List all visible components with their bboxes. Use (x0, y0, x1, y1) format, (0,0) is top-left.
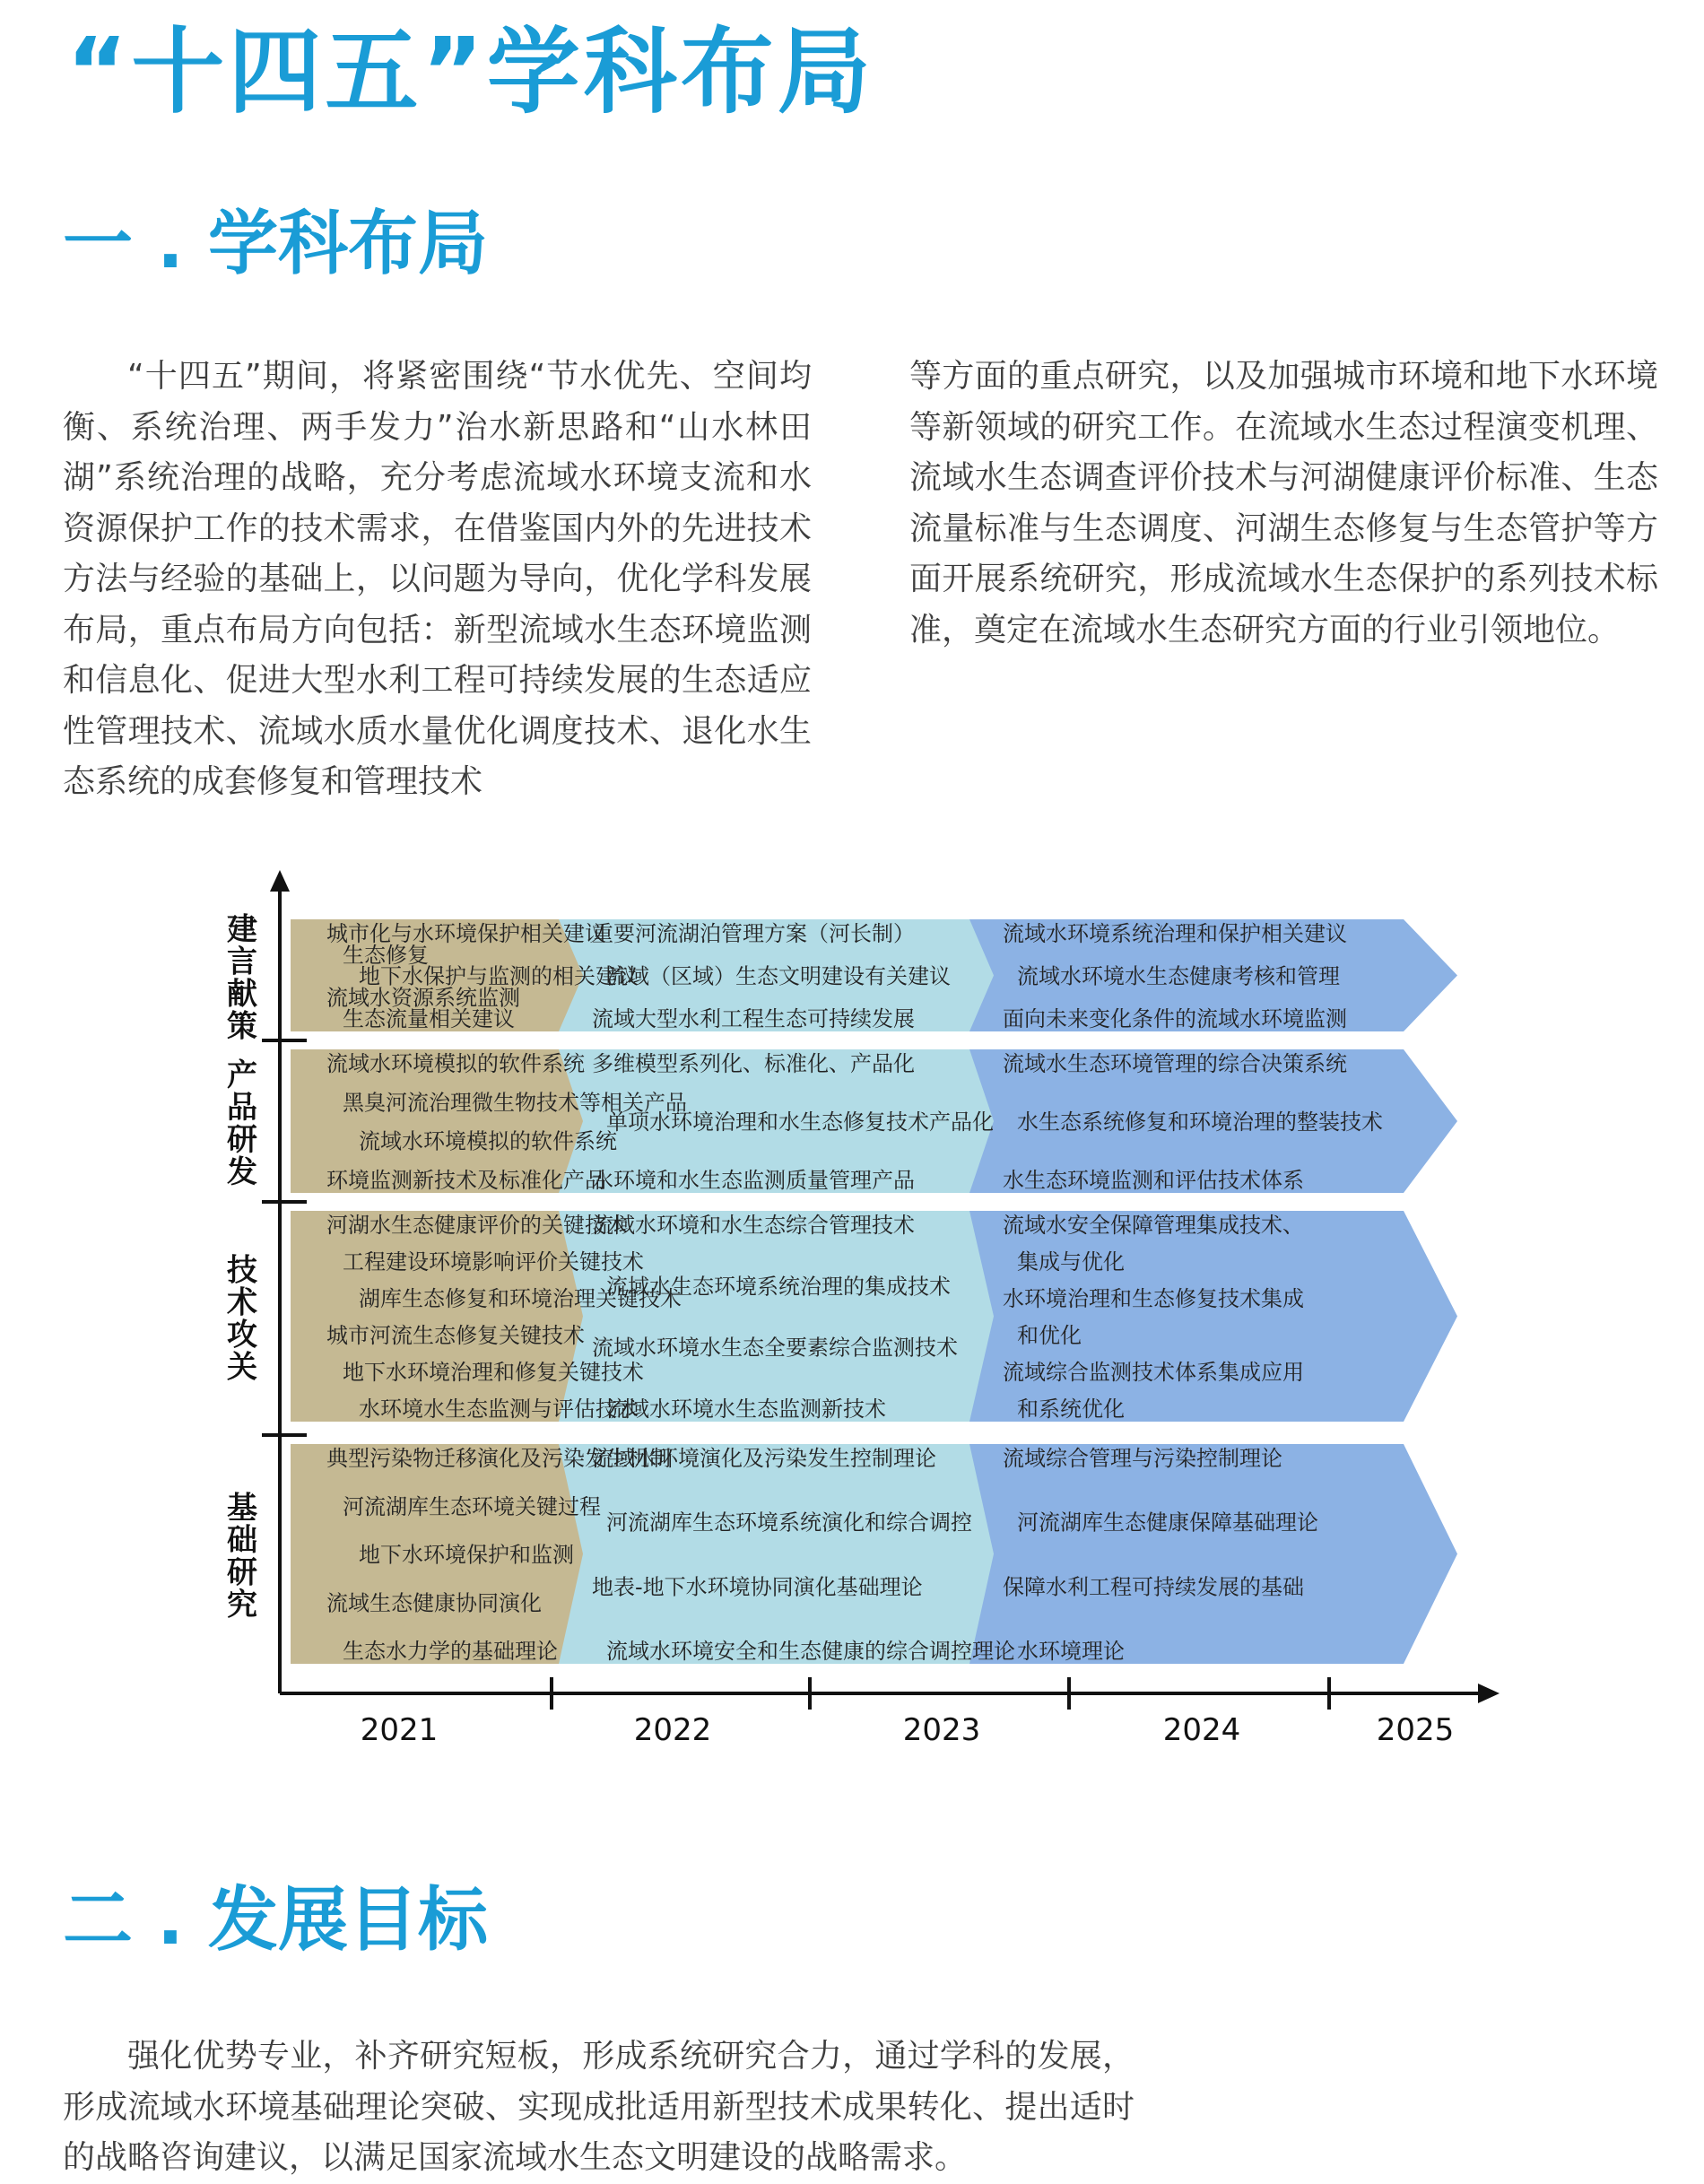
y-axis-arrowhead (270, 870, 290, 892)
diagram-item: 流域水环境安全和生态健康的综合调控理论 (606, 1639, 1015, 1664)
row-label-char: 术 (227, 1284, 257, 1321)
diagram-item: 流域综合管理与污染控制理论 (1003, 1446, 1282, 1471)
chevron-row4-stage-3 (940, 1444, 1457, 1664)
row-label-char: 基 (227, 1490, 257, 1527)
diagram-item: 流域水环境演化及污染发生控制理论 (592, 1446, 936, 1471)
chevron-row3-stage-1 (291, 1211, 583, 1422)
diagram-item: 城市河流生态修复关键技术 (326, 1323, 585, 1348)
diagram-item: 流域水环境模拟的软件系统 (326, 1051, 585, 1076)
row-label-char: 础 (227, 1522, 257, 1559)
diagram-item: 水生态系统修复和环境治理的整装技术 (1017, 1109, 1383, 1135)
diagram-item: 生态修复 (343, 942, 429, 968)
diagram-item: 集成与优化 (1017, 1249, 1125, 1275)
diagram-item: 地下水环境治理和修复关键技术 (343, 1360, 644, 1385)
diagram-item: 流域水资源系统监测 (326, 985, 520, 1011)
layout-paragraph-left: “十四五”期间，将紧密围绕“节水优先、空间均衡、系统治理、两手发力”治水新思路和“山水林田湖”系统治理的战略，充分考虑流域水环境支流和水资源保护工作的技术需求，在借鉴国内外的先进技术方法与经验的基础上，以问题为导向，优化学科发展布局，重点布局方向包括：新型流域水生态环境监测和信息化、促进大型水利工程可持续发展的生态适应性管理技术、流域水质水量优化调度技术、退化水生态系统的成套修复和管理技术 (63, 358, 812, 800)
row-label-char: 攻 (227, 1317, 257, 1353)
diagram-item: 保障水利工程可持续发展的基础 (1003, 1574, 1304, 1600)
x-axis-arrowhead (1478, 1684, 1500, 1703)
diagram-item: 流域水环境系统治理和保护相关建议 (1003, 921, 1347, 946)
diagram-item: 城市化与水环境保护相关建议 (326, 921, 606, 946)
diagram-item: 流域水环境模拟的软件系统 (359, 1128, 617, 1154)
discipline-layout-diagram (197, 861, 1507, 1758)
diagram-item: 水环境理论 (1017, 1639, 1125, 1664)
diagram-item: 流域水环境和水生态综合管理技术 (592, 1213, 915, 1238)
diagram-item: 流域大型水利工程生态可持续发展 (592, 1006, 915, 1031)
diagram-item: 黑臭河流治理微生物技术等相关产品 (343, 1090, 687, 1116)
diagram-item: 和系统优化 (1017, 1397, 1125, 1422)
row-label-char: 品 (227, 1090, 257, 1126)
row-label-char: 技 (227, 1252, 257, 1289)
section-heading-layout: 一 . 学科布局 (63, 204, 488, 284)
section-heading-goals: 二 . 发展目标 (63, 1880, 488, 1961)
diagram-item: 流域（区域）生态文明建设有关建议 (606, 963, 951, 989)
diagram-item: 单项水环境治理和水生态修复技术产品化 (606, 1109, 994, 1135)
diagram-item: 和优化 (1017, 1323, 1082, 1348)
diagram-item: 流域水生态环境系统治理的集成技术 (606, 1274, 951, 1300)
row-label-char: 研 (227, 1122, 257, 1158)
diagram-item: 河流湖库生态环境关键过程 (343, 1493, 601, 1519)
diagram-item: 河流湖库生态健康保障基础理论 (1017, 1510, 1318, 1536)
chevron-row3-stage-3 (940, 1211, 1457, 1422)
goals-paragraph: 强化优势专业，补齐研究短板，形成系统研究合力，通过学科的发展，形成流域水环境基础理论突破、实现成批适用新型技术成果转化、提出适时的战略咨询建议，以满足国家流域水生态文明建设的战略需求。 (63, 2038, 1135, 2176)
diagram-item: 流域水环境水生态健康考核和管理 (1017, 963, 1340, 989)
diagram-item: 水环境治理和生态修复技术集成 (1003, 1286, 1304, 1311)
row-label-char: 关 (227, 1349, 257, 1386)
row-label-char: 研 (227, 1554, 257, 1591)
chevron-row3-stage-2 (529, 1211, 994, 1422)
diagram-item: 生态流量相关建议 (343, 1006, 515, 1031)
row-label-char: 建 (227, 911, 257, 948)
diagram-item: 典型污染物迁移演化及污染发生机制 (326, 1446, 671, 1471)
diagram-item: 水生态环境监测和评估技术体系 (1003, 1168, 1304, 1193)
row-label-char: 策 (227, 1008, 257, 1045)
diagram-item: 地下水环境保护和监测 (359, 1542, 574, 1568)
diagram-item: 环境监测新技术及标准化产品 (326, 1168, 606, 1193)
diagram-item: 流域综合监测技术体系集成应用 (1003, 1360, 1304, 1385)
row-label-2 (227, 1057, 257, 1190)
diagram-item: 生态水力学的基础理论 (343, 1639, 558, 1664)
x-axis-year-label: 2023 (902, 1712, 981, 1748)
diagram-item: 河湖水生态健康评价的关键技术 (326, 1213, 628, 1238)
row-label-3 (227, 1253, 257, 1386)
diagram-item: 地下水保护与监测的相关建议 (359, 963, 639, 989)
x-axis-year-label: 2021 (360, 1712, 439, 1748)
diagram-item: 重要河流湖泊管理方案（河长制） (592, 921, 915, 946)
layout-paragraph-right: 等方面的重点研究，以及加强城市环境和地下水环境等新领域的研究工作。在流域水生态过程演变机理、流域水生态调查评价技术与河湖健康评价标准、生态流量标准与生态调度、河湖生态修复与生态管护等方面开展系统研究，形成流域水生态保护的系列技术标准，奠定在流域水生态研究方面的行业引领地位。 (909, 358, 1658, 648)
diagram-item: 湖库生态修复和环境治理关键技术 (359, 1286, 682, 1311)
row-label-char: 言 (227, 944, 257, 980)
diagram-item: 水环境和水生态监测质量管理产品 (592, 1168, 915, 1193)
x-axis-year-label: 2025 (1376, 1712, 1455, 1748)
row-label-char: 产 (227, 1057, 257, 1093)
x-axis-year-label: 2024 (1162, 1712, 1241, 1748)
row-label-char: 究 (227, 1587, 257, 1623)
row-label-4 (227, 1491, 257, 1623)
chevron-row4-stage-2 (529, 1444, 994, 1664)
diagram-item: 工程建设环境影响评价关键技术 (343, 1249, 644, 1275)
diagram-item: 面向未来变化条件的流域水环境监测 (1003, 1006, 1347, 1031)
diagram-item: 河流湖库生态环境系统演化和综合调控 (606, 1510, 972, 1536)
diagram-item: 水环境水生态监测与评估技术 (359, 1397, 639, 1422)
diagram-item: 多维模型系列化、标准化、产品化 (592, 1051, 915, 1076)
row-label-char: 发 (227, 1154, 257, 1190)
page-title: “十四五”学科布局 (66, 17, 874, 126)
row-label-char: 献 (227, 976, 257, 1013)
diagram-item: 地表-地下水环境协同演化基础理论 (592, 1574, 923, 1600)
diagram-item: 流域水生态环境管理的综合决策系统 (1003, 1051, 1347, 1076)
x-axis-year-label: 2022 (633, 1712, 712, 1748)
diagram-item: 流域生态健康协同演化 (326, 1590, 542, 1616)
diagram-item: 流域水环境水生态全要素综合监测技术 (592, 1335, 958, 1361)
diagram-item: 流域水环境水生态监测新技术 (606, 1397, 886, 1422)
row-label-1 (227, 912, 257, 1045)
diagram-item: 流域水安全保障管理集成技术、 (1003, 1213, 1304, 1238)
